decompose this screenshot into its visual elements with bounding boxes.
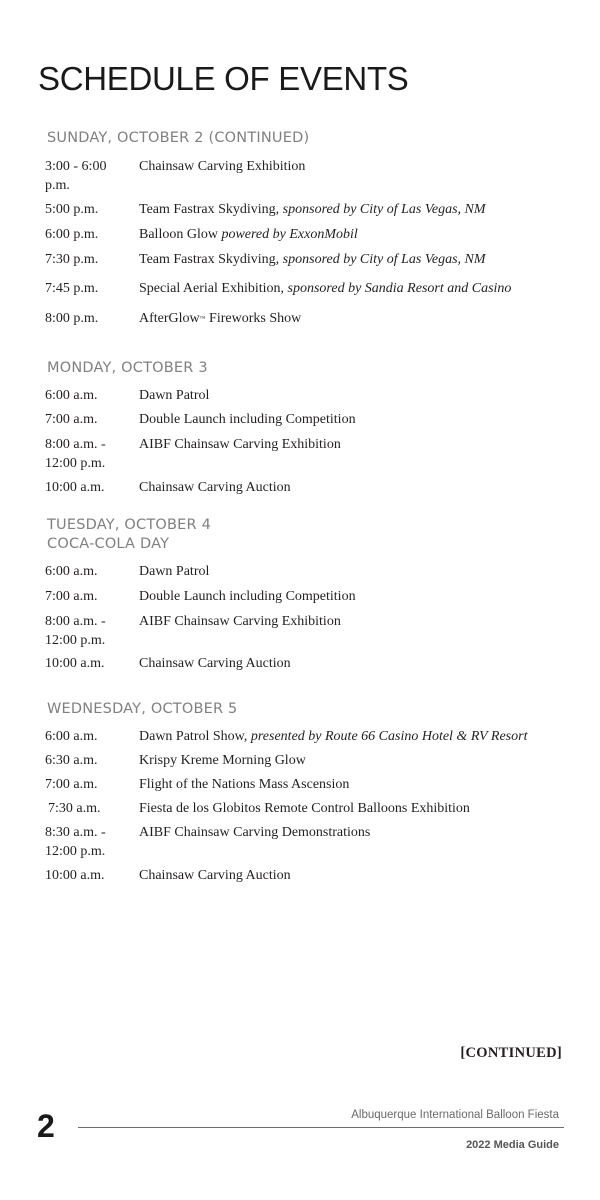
event-time: 8:00 a.m. - 12:00 p.m. — [45, 437, 106, 471]
day-heading-monday: MONDAY, OCTOBER 3 — [47, 360, 208, 376]
event-title: Flight of the Nations Mass Ascension — [139, 777, 350, 792]
event-title: AfterGlow™ Fireworks Show — [139, 311, 302, 326]
event-time: 6:30 a.m. — [45, 753, 98, 768]
event-time: 7:00 a.m. — [45, 589, 98, 604]
event-title: Chainsaw Carving Exhibition — [139, 159, 306, 174]
event-title: Team Fastrax Skydiving, sponsored by City of Las Vegas, NM — [139, 202, 486, 217]
event-title: Double Launch including Competition — [139, 412, 356, 427]
event-time: 7:00 a.m. — [45, 412, 98, 427]
day-heading-wednesday: WEDNESDAY, OCTOBER 5 — [47, 701, 238, 717]
event-title: Chainsaw Carving Auction — [139, 480, 291, 495]
event-title: Balloon Glow powered by ExxonMobil — [139, 227, 358, 242]
event-time: 6:00 a.m. — [45, 388, 98, 403]
event-time: 10:00 a.m. — [45, 656, 105, 671]
page-number: 2 — [37, 1108, 55, 1144]
trademark-symbol: ™ — [199, 316, 206, 322]
event-title: Dawn Patrol — [139, 388, 210, 403]
page-title: SCHEDULE OF EVENTS — [38, 60, 409, 97]
event-title: Team Fastrax Skydiving, sponsored by City of Las Vegas, NM — [139, 252, 486, 267]
event-title: Chainsaw Carving Auction — [139, 656, 291, 671]
event-title: AIBF Chainsaw Carving Demonstrations — [139, 825, 371, 840]
event-title: Dawn Patrol Show, presented by Route 66 Casino Hotel & RV Resort — [139, 729, 528, 744]
footer-divider — [78, 1127, 564, 1128]
event-sponsor: presented by Route 66 Casino Hotel & RV Resort — [250, 729, 528, 744]
event-title: Chainsaw Carving Auction — [139, 868, 291, 883]
event-time: 3:00 - 6:00 p.m. — [45, 159, 107, 193]
event-title: Krispy Kreme Morning Glow — [139, 753, 306, 768]
day-heading-tuesday: TUESDAY, OCTOBER 4 COCA-COLA DAY — [47, 517, 212, 552]
event-title: Fiesta de los Globitos Remote Control Balloons Exhibition — [139, 801, 470, 816]
event-title: AIBF Chainsaw Carving Exhibition — [139, 614, 341, 629]
event-sponsor: sponsored by Sandia Resort and Casino — [287, 281, 512, 296]
event-time: 6:00 p.m. — [45, 227, 99, 242]
event-time: 7:30 a.m. — [48, 801, 101, 816]
footer-guide-title: 2022 Media Guide — [466, 1139, 559, 1151]
event-time: 10:00 a.m. — [45, 480, 105, 495]
continued-label: [CONTINUED] — [460, 1045, 562, 1061]
event-time: 6:00 a.m. — [45, 564, 98, 579]
event-time: 8:00 a.m. - 12:00 p.m. — [45, 614, 106, 648]
event-time: 8:30 a.m. - 12:00 p.m. — [45, 825, 106, 859]
event-sponsor: sponsored by City of Las Vegas, NM — [282, 252, 486, 267]
event-time: 5:00 p.m. — [45, 202, 99, 217]
event-time: 10:00 a.m. — [45, 868, 105, 883]
day-heading-sunday: SUNDAY, OCTOBER 2 (CONTINUED) — [47, 130, 310, 146]
event-time: 7:00 a.m. — [45, 777, 98, 792]
event-time: 7:45 p.m. — [45, 281, 99, 296]
event-title: Double Launch including Competition — [139, 589, 356, 604]
event-sponsor: sponsored by City of Las Vegas, NM — [282, 202, 486, 217]
event-time: 6:00 a.m. — [45, 729, 98, 744]
event-sponsor: powered by ExxonMobil — [221, 227, 358, 242]
event-time: 7:30 p.m. — [45, 252, 99, 267]
event-title: Dawn Patrol — [139, 564, 210, 579]
event-title: AIBF Chainsaw Carving Exhibition — [139, 437, 341, 452]
event-time: 8:00 p.m. — [45, 311, 99, 326]
footer-organization: Albuquerque International Balloon Fiesta — [351, 1109, 559, 1121]
event-title: Special Aerial Exhibition, sponsored by Sandia Resort and Casino — [139, 281, 512, 296]
